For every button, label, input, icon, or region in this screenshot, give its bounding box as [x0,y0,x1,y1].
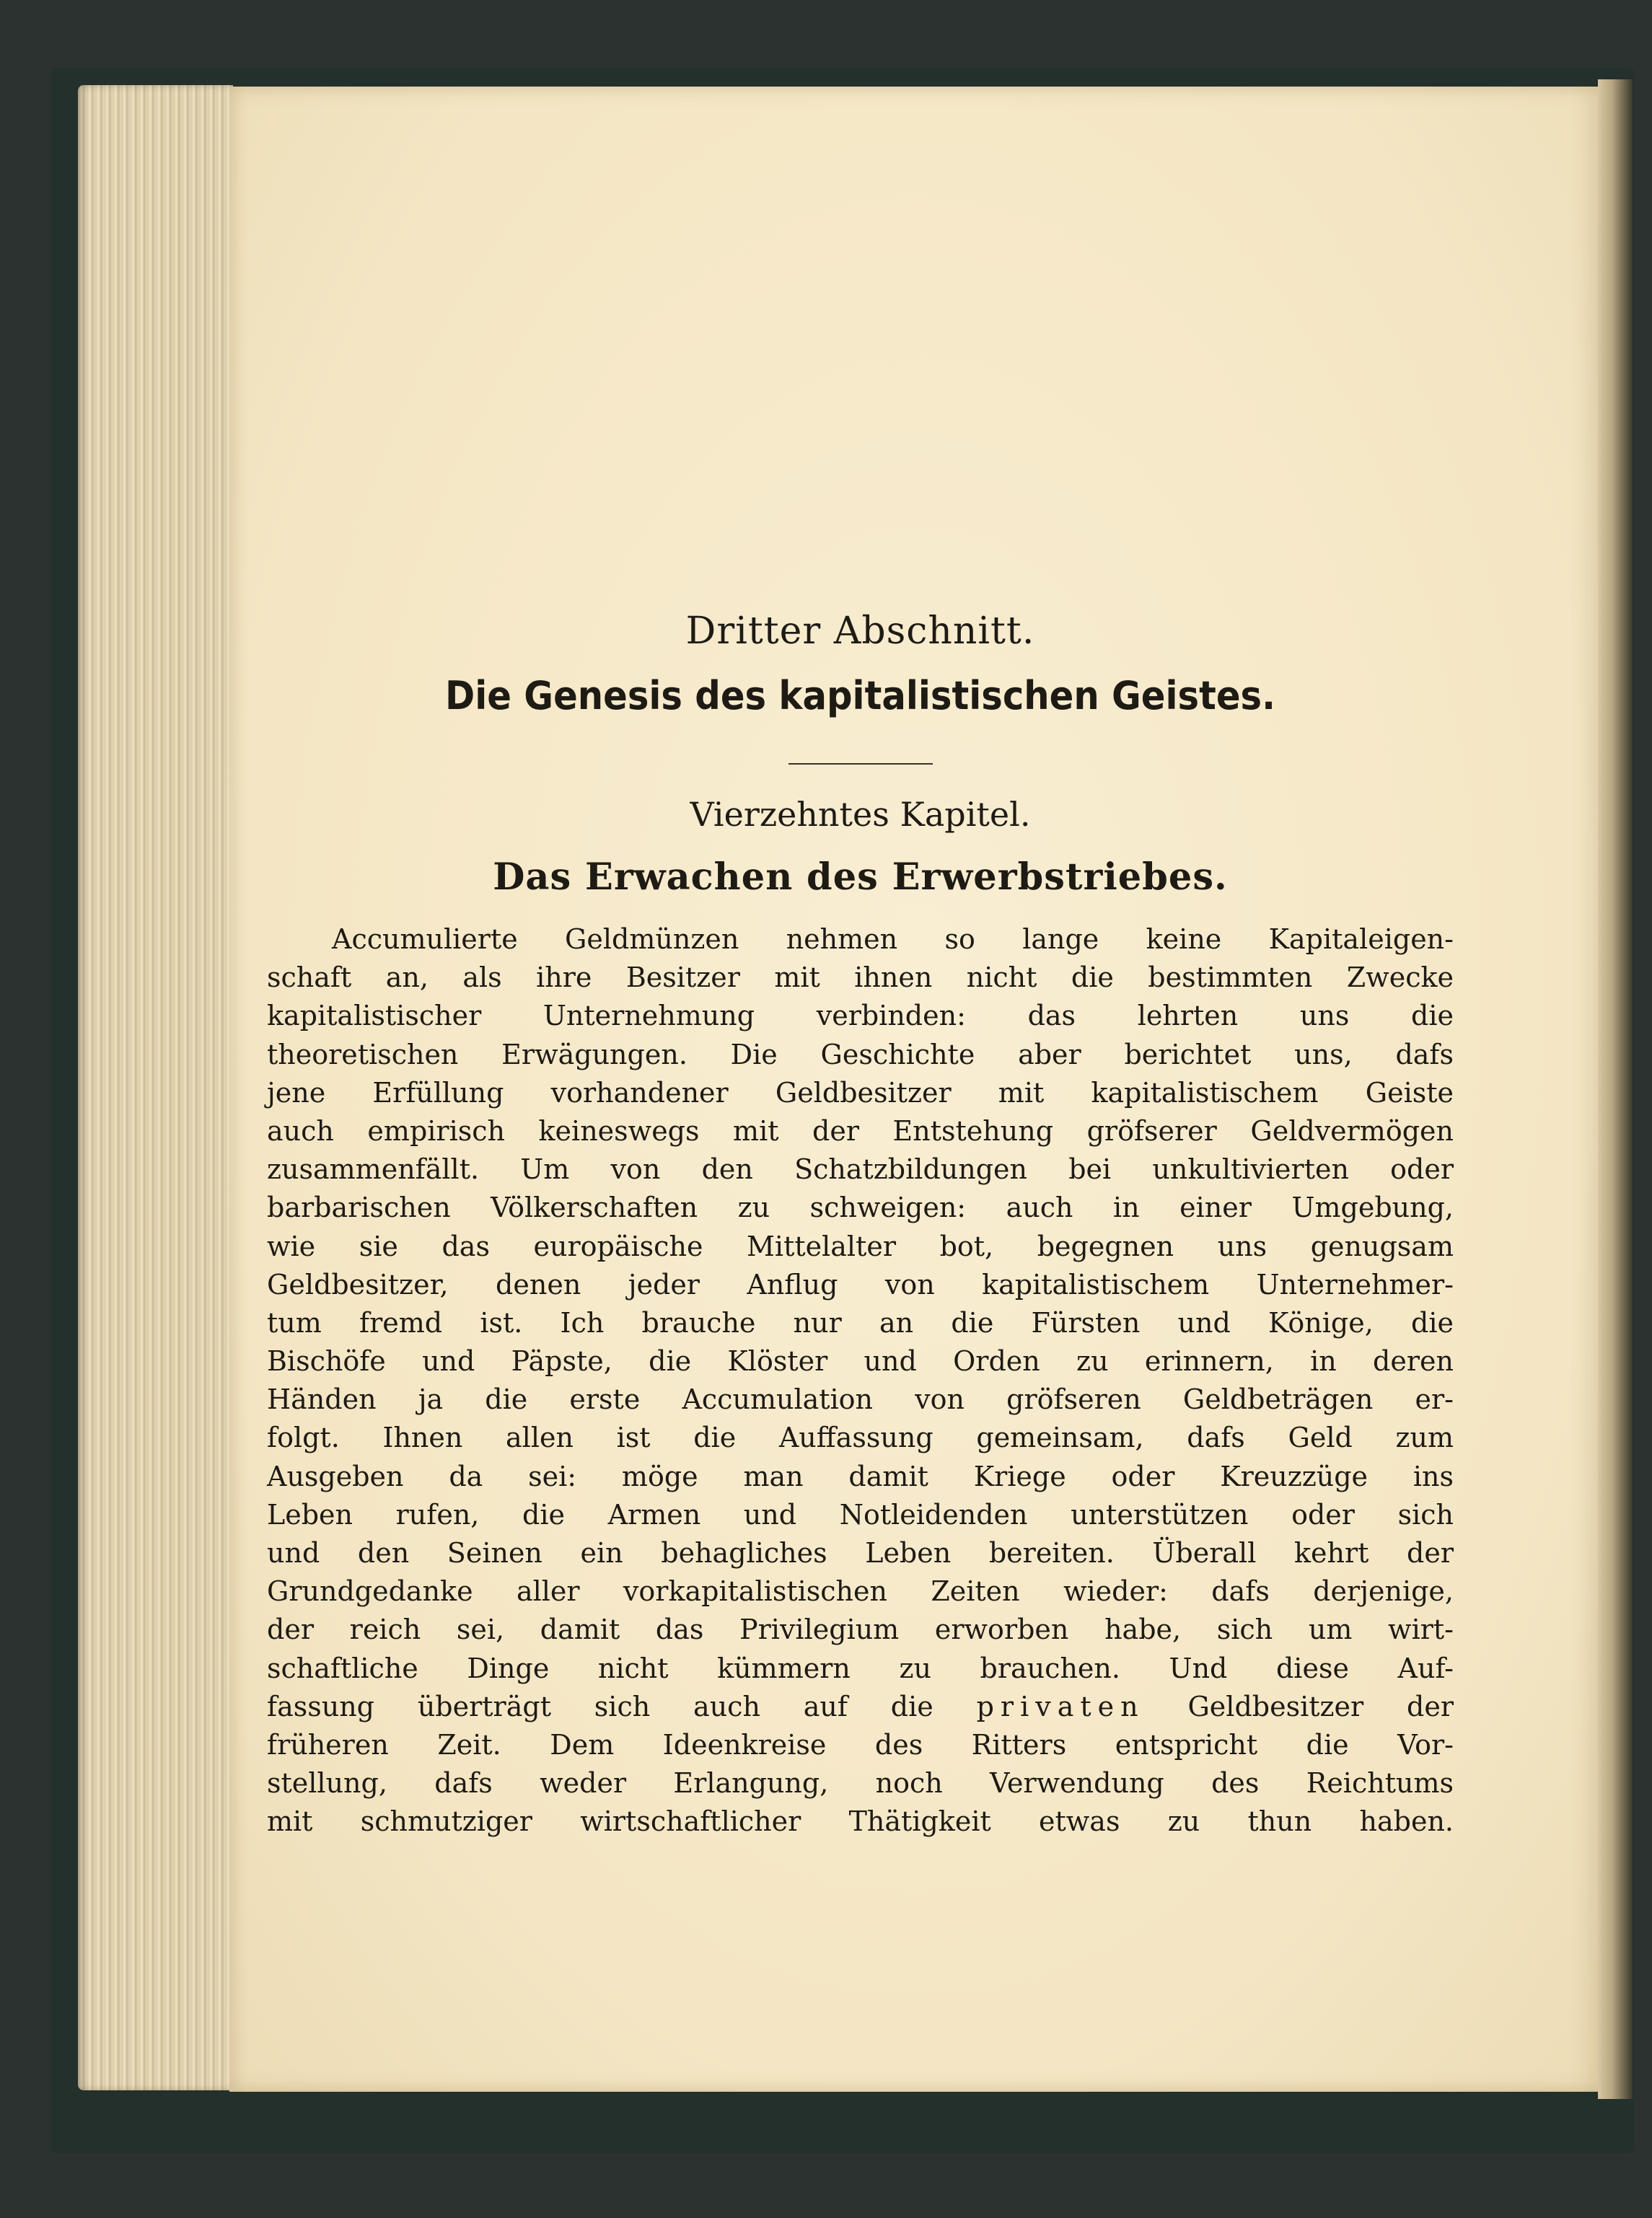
body-line: barbarischen Völkerschaften zu schweigen: auch in einer Umgebung, [267,1192,1454,1224]
body-line: stellung, dafs weder Erlangung, noch Verwendung des Reichtums [267,1767,1454,1800]
body-line: früheren Zeit. Dem Ideenkreise des Ritters entspricht die Vor- [267,1728,1454,1761]
page-edges [78,85,233,2090]
body-line: Accumulierte Geldmünzen nehmen so lange keine Kapitaleigen- [332,923,1454,955]
spine-gutter [1598,79,1633,2099]
body-line: tum fremd ist. Ich brauche nur an die Fürsten und Könige, die [267,1306,1454,1339]
divider-rule [788,763,933,765]
body-line: theoretischen Erwägungen. Die Geschichte aber berichtet uns, dafs [267,1038,1454,1070]
chapter-number: Vierzehntes Kapitel. [690,795,1031,834]
body-line: Händen ja die erste Accumulation von gröfseren Geldbeträgen er- [267,1383,1454,1416]
body-line: schaftliche Dinge nicht kümmern zu brauchen. Und diese Auf- [267,1652,1454,1684]
body-line: Bischöfe und Päpste, die Klöster und Orden zu erinnern, in deren [267,1345,1454,1378]
body-line: zusammenfällt. Um von den Schatzbildungen bei unkultivierten oder [267,1153,1454,1186]
body-line: Leben rufen, die Armen und Notleidenden unterstützen oder sich [267,1498,1454,1531]
body-line: wie sie das europäische Mittelalter bot, begegnen uns genugsam [267,1230,1454,1262]
section-title: Die Genesis des kapitalistischen Geistes. [445,673,1275,718]
body-line: kapitalistischer Unternehmung verbinden: das lehrten uns die [267,1000,1454,1032]
line-segment: Geldbesitzer der [1187,1690,1454,1722]
chapter-title: Das Erwachen des Erwerbstriebes. [493,855,1228,899]
body-line: Ausgeben da sei: möge man damit Kriege oder Kreuzzüge ins [267,1460,1454,1492]
emphasized-word: privaten [976,1690,1145,1722]
body-line: folgt. Ihnen allen ist die Auffassung gemeinsam, dafs Geld zum [267,1422,1454,1454]
line-segment: fassung überträgt sich auch auf die [267,1690,933,1722]
body-line: schaft an, als ihre Besitzer mit ihnen nicht die bestimmten Zwecke [267,961,1454,994]
body-line: Grundgedanke aller vorkapitalistischen Zeiten wieder: dafs derjenige, [267,1575,1454,1608]
body-line: auch empirisch keineswegs mit der Entstehung gröfserer Geldvermögen [267,1114,1454,1147]
page-content [267,609,1454,1841]
body-line-mixed [267,1688,1454,1726]
body-line: jene Erfüllung vorhandener Geldbesitzer mit kapitalistischem Geiste [267,1076,1454,1109]
body-paragraph [267,920,1454,1841]
section-heading: Dritter Abschnitt. [685,609,1035,653]
body-line: mit schmutziger wirtschaftlicher Thätigkeit etwas zu thun haben. [267,1805,1454,1838]
body-line: der reich sei, damit das Privilegium erworben habe, sich um wirt- [267,1614,1454,1646]
body-line: Geldbesitzer, denen jeder Anflug von kapitalistischem Unternehmer- [267,1268,1454,1301]
body-line: und den Seinen ein behagliches Leben bereiten. Überall kehrt der [267,1537,1454,1569]
